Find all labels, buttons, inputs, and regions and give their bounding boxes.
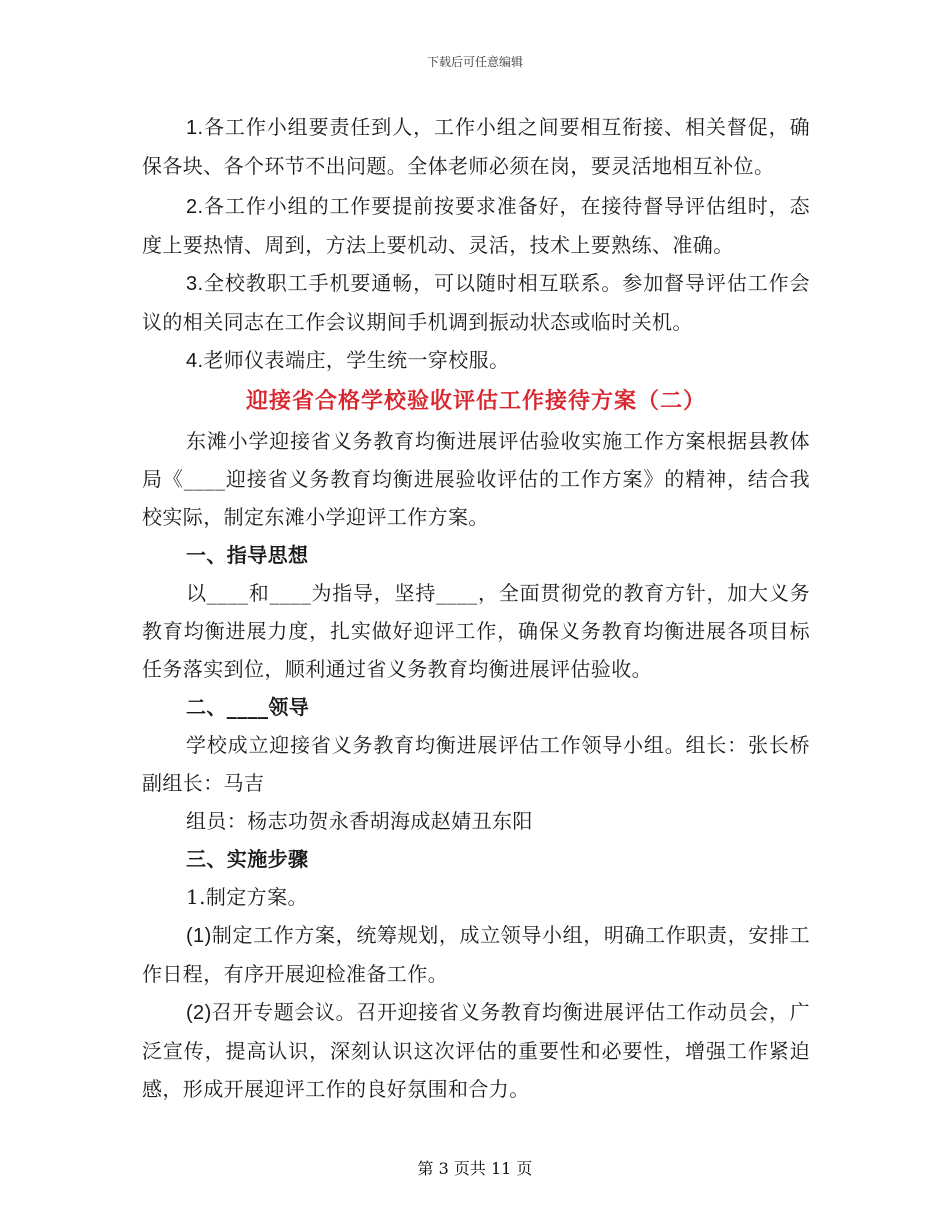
step-1: 1.制定方案。 [186, 885, 308, 909]
section-text-1: 以____和____为指导，坚持____，全面贯彻党的教育方针，加大义务教育均衡进展力度，扎实做好迎评工作，确保义务教育均衡进展各项目标任务落实到位，顺利通过省义务教育均衡进展评估验收。 [142, 581, 810, 681]
item-number: 4. [186, 350, 204, 372]
item-number: 2. [186, 196, 204, 218]
section-heading-1: 一、指导思想 [186, 543, 309, 567]
item-text: 召开专题会议。召开迎接省义务教育均衡进展评估工作动员会，广泛宣传，提高认识，深刻认识这次评估的重要性和必要性，增强工作紧迫感，形成开展迎评工作的良好氛围和合力。 [142, 1000, 810, 1101]
item-number: (2) [186, 1002, 212, 1024]
item-number: 1. [186, 117, 204, 139]
section-text-2a: 学校成立迎接省义务教育均衡进展评估工作领导小组。组长：张长桥副组长：马吉 [142, 733, 810, 795]
section-text-2b: 组员：杨志功贺永香胡海成赵婧丑东阳 [186, 809, 533, 833]
intro-paragraph: 东滩小学迎接省义务教育均衡进展评估验收实施工作方案根据县教体局《____迎接省义务教育均衡进展验收评估的工作方案》的精神，结合我校实际，制定东滩小学迎评工作方案。 [142, 429, 810, 529]
step-item-1 [142, 916, 810, 993]
item-text: 全校教职工手机要通畅，可以随时相互联系。参加督导评估工作会议的相关同志在工作会议期间手机调到振动状态或临时关机。 [142, 271, 810, 334]
document-body [142, 108, 810, 1108]
section-heading-2: 二、____领导 [186, 695, 310, 719]
list-item-2 [142, 187, 810, 264]
page-footer: 第 3 页共 11 页 [417, 1159, 533, 1178]
item-text: 各工作小组的工作要提前按要求准备好，在接待督导评估组时，态度上要热情、周到，方法上要机动、灵活，技术上要熟练、准确。 [142, 194, 810, 257]
list-item-3 [142, 264, 810, 341]
item-text: 老师仪表端庄，学生统一穿校服。 [203, 348, 510, 372]
step-item-2 [142, 993, 810, 1108]
section-title: 迎接省合格学校验收评估工作接待方案（二） [245, 389, 706, 414]
page-header: 下载后可任意编辑 [426, 55, 523, 69]
item-text: 各工作小组要责任到人，工作小组之间要相互衔接、相关督促，确保各块、各个环节不出问题。全体老师必须在岗，要灵活地相互补位。 [142, 115, 810, 178]
section-heading-3: 三、实施步骤 [186, 847, 309, 871]
item-number: 3. [186, 273, 204, 295]
list-item-4 [142, 341, 810, 380]
item-number: (1) [186, 925, 212, 947]
item-text: 制定工作方案，统筹规划，成立领导小组，明确工作职责，安排工作日程，有序开展迎检准备工作。 [142, 923, 810, 986]
list-item-1 [142, 108, 810, 185]
